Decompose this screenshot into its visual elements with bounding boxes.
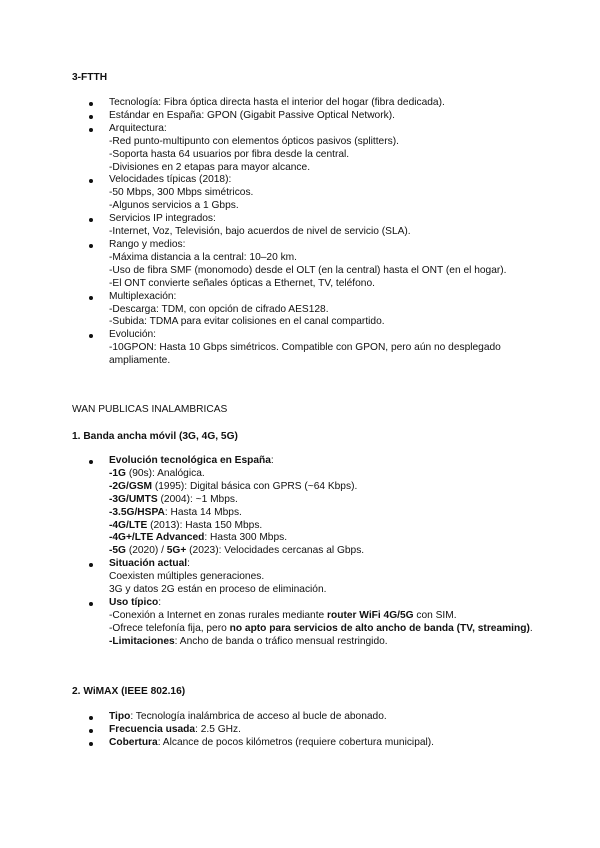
item-label: Estándar en España: GPON (Gigabit Passive Optical Network). (109, 109, 395, 121)
item-label: Tecnología: Fibra óptica directa hasta el interior del hogar (fibra dedicada). (109, 97, 445, 108)
section-title-wimax: 2. WiMAX (IEEE 802.16) (72, 686, 186, 697)
list-item (72, 97, 542, 110)
item-line: -Internet, Voz, Televisión, bajo acuerdos de nivel de servicio (SLA). (109, 226, 411, 238)
item-label: Servicios IP integrados: (109, 213, 216, 225)
item-line: 3G y datos 2G están en proceso de eliminación. (109, 584, 327, 596)
item-line: -50 Mbps, 300 Mbps simétricos. (109, 187, 254, 199)
item-label: Uso típico (109, 596, 159, 608)
item-line: -2G/GSM (1995): Digital básica con GPRS (~64 Kbps). (109, 480, 358, 492)
list-item (72, 213, 542, 239)
item-line: -El ONT convierte señales ópticas a Ethernet, TV, teléfono. (109, 277, 375, 289)
section-title-wan: WAN PUBLICAS INALAMBRICAS (72, 404, 228, 415)
item-line: -Ofrece telefonía fija, pero no apto para servicios de alto ancho de banda (TV, streaming). (109, 622, 533, 634)
item-line: -3G/UMTS (2004): ~1 Mbps. (109, 493, 238, 505)
item-line: -4G+/LTE Advanced: Hasta 300 Mbps. (109, 532, 288, 544)
item-line: -Soporta hasta 64 usuarios por fibra desde la central. (109, 148, 350, 160)
item-line: Coexisten múltiples generaciones. (109, 571, 265, 583)
list-item (72, 291, 542, 330)
wimax-list (72, 711, 542, 750)
ftth-list (72, 97, 542, 368)
item-line: -Descarga: TDM, con opción de cifrado AES128. (109, 303, 329, 315)
item-line: -1G (90s): Analógica. (109, 467, 205, 479)
list-item: Uso típico: -Conexión a Internet en zonas rurales mediante router WiFi 4G/5G con SIM. -Ofrece telefonía fija, pero no apto para servicios de alto ancho de banda (TV, streaming). -Limitaciones: Ancho de banda o tráfico mensual restringido. (72, 597, 542, 649)
item-line: -10GPON: Hasta 10 Gbps simétricos. Compatible con GPON, pero aún no desplegado ampliamente. (109, 342, 501, 367)
item-line: -Red punto-multipunto con elementos ópticos pasivos (splitters). (109, 135, 399, 147)
item-label: Rango y medios: (109, 238, 186, 250)
list-item (72, 123, 542, 175)
item-label: Velocidades típicas (2018): (109, 174, 232, 186)
item-line: -Máxima distancia a la central: 10–20 km. (109, 251, 297, 263)
list-item (72, 239, 542, 291)
item-line: -3.5G/HSPA: Hasta 14 Mbps. (109, 506, 242, 518)
list-item: Tipo: Tecnología inalámbrica de acceso al bucle de abonado. (72, 711, 542, 724)
list-item (72, 110, 542, 123)
list-item: Cobertura: Alcance de pocos kilómetros (requiere cobertura municipal). (72, 737, 542, 750)
item-label: Evolución: (109, 329, 157, 341)
item-label: Multiplexación: (109, 290, 177, 302)
movil-list (72, 455, 542, 649)
item-line: -4G/LTE (2013): Hasta 150 Mbps. (109, 519, 263, 531)
list-item (72, 174, 542, 213)
item-line: -5G (2020) / 5G+ (2023): Velocidades cercanas al Gbps. (109, 545, 365, 557)
section-title-movil: 1. Banda ancha móvil (3G, 4G, 5G) (72, 431, 238, 442)
item-line: -Divisiones en 2 etapas para mayor alcance. (109, 161, 311, 173)
item-label: Arquitectura: (109, 122, 167, 134)
item-label: Evolución tecnológica en España (109, 455, 271, 466)
list-item: Situación actual: Coexisten múltiples generaciones. 3G y datos 2G están en proceso de eliminación. (72, 558, 542, 597)
item-line: -Algunos servicios a 1 Gbps. (109, 200, 239, 212)
item-line: -Subida: TDMA para evitar colisiones en el canal compartido. (109, 316, 385, 328)
list-item: Frecuencia usada: 2.5 GHz. (72, 724, 542, 737)
section-title-ftth: 3-FTTH (72, 72, 108, 83)
item-line: -Limitaciones: Ancho de banda o tráfico mensual restringido. (109, 635, 388, 647)
item-label: Situación actual (109, 558, 188, 570)
item-line: -Conexión a Internet en zonas rurales mediante router WiFi 4G/5G con SIM. (109, 609, 457, 621)
list-item: Evolución tecnológica en España: -1G (90s): Analógica. -2G/GSM (1995): Digital básica con GPRS (~64 Kbps). -3G/UMTS (2004): ~1 Mbps. -3.5G/HSPA: Hasta 14 Mbps. -4G/LTE (2013): Hasta 150 Mbps. -4G+/LTE Advanced: Hasta 300 Mbps. -5G (2020) / 5G+ (2023): Velocidades cercanas al Gbps. (72, 455, 542, 558)
list-item (72, 329, 542, 368)
item-line: -Uso de fibra SMF (monomodo) desde el OLT (en la central) hasta el ONT (en el hogar). (109, 264, 507, 276)
